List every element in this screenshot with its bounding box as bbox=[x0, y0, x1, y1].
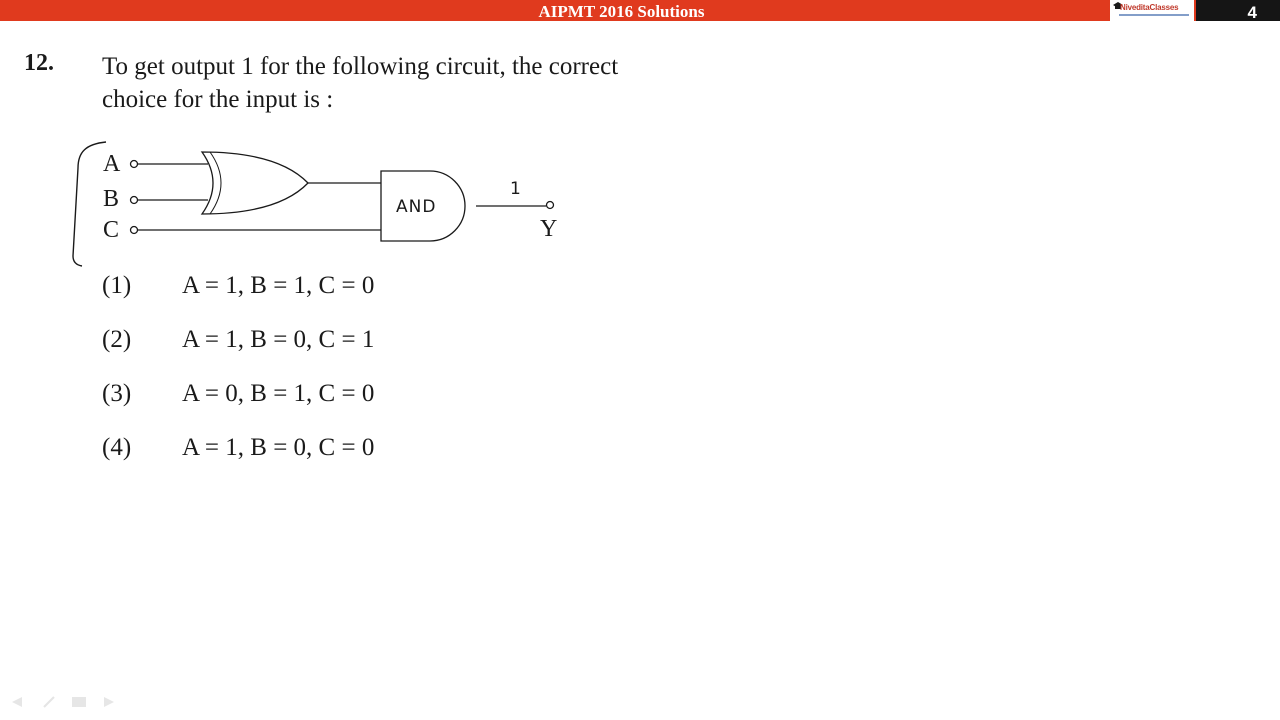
input-label-b: B bbox=[103, 186, 120, 212]
option-value: A = 1, B = 1, C = 0 bbox=[182, 272, 375, 299]
pen-icon[interactable] bbox=[44, 697, 54, 707]
option-value: A = 1, B = 0, C = 1 bbox=[182, 326, 375, 353]
terminal-b bbox=[131, 197, 138, 204]
input-label-c: C bbox=[103, 217, 120, 243]
option-value: A = 0, B = 1, C = 0 bbox=[182, 380, 375, 407]
handwritten-bracket bbox=[73, 142, 106, 266]
terminal-a bbox=[131, 161, 138, 168]
menu-icon[interactable] bbox=[72, 697, 86, 707]
option-value: A = 1, B = 0, C = 0 bbox=[182, 434, 375, 461]
logo-text: NiveditaClasses bbox=[1120, 3, 1179, 12]
brand-logo bbox=[1110, 0, 1194, 21]
logic-circuit-diagram bbox=[0, 0, 700, 280]
output-annotation: 1 bbox=[510, 179, 521, 199]
or-gate bbox=[202, 152, 308, 214]
question-text-line-2: choice for the input is : bbox=[102, 86, 334, 113]
question-text-line-1: To get output 1 for the following circuit, the correct bbox=[102, 53, 619, 80]
page-number-box bbox=[1196, 0, 1280, 21]
next-slide-icon[interactable] bbox=[104, 697, 114, 707]
page-number: 4 bbox=[1247, 3, 1257, 22]
option-label: (2) bbox=[102, 326, 132, 353]
and-gate-label: AND bbox=[396, 197, 437, 217]
terminal-output bbox=[547, 202, 554, 209]
logo-subtitle bbox=[1119, 13, 1189, 18]
input-label-a: A bbox=[103, 151, 121, 177]
header-title: AIPMT 2016 Solutions bbox=[538, 2, 705, 21]
terminal-c bbox=[131, 227, 138, 234]
presentation-toolbar bbox=[8, 694, 128, 710]
option-label: (3) bbox=[102, 380, 132, 407]
option-label: (4) bbox=[102, 434, 132, 461]
question-number: 12. bbox=[24, 50, 54, 76]
output-label-y: Y bbox=[540, 216, 558, 242]
option-label: (1) bbox=[102, 272, 132, 299]
previous-slide-icon[interactable] bbox=[12, 697, 22, 707]
